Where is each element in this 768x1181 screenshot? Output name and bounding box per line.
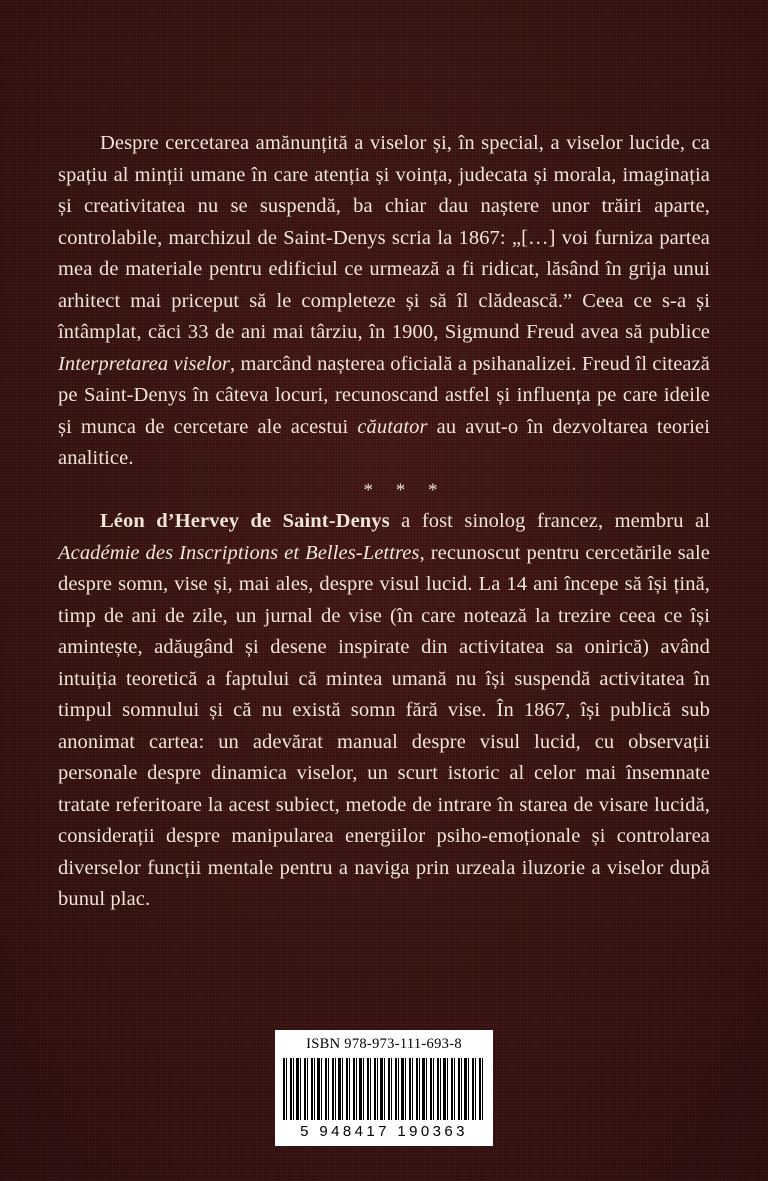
word-italic-cautator: căutator	[357, 415, 428, 438]
academy-name-italic: Académie des Inscriptions et Belles-Lettres	[58, 541, 420, 564]
section-separator: * * *	[363, 479, 447, 501]
ean-digits: 5 948417 190363	[300, 1123, 468, 1140]
isbn-text: ISBN 978-973-111-693-8	[306, 1036, 462, 1052]
author-name: Léon d’Hervey de Saint-Denys	[100, 510, 390, 532]
blurb-text-part-2: , marcând nașterea oficială a psihanalizei. Freud îl citează pe Saint-Denys în câteva locuri, recunoscand astfel și influența pe care ideile și munca de cercetare ale acestui	[58, 352, 710, 438]
barcode-bars	[283, 1058, 485, 1120]
blurb-paragraph-2	[58, 506, 710, 916]
book-title-italic: Interpretarea viselor	[58, 352, 231, 375]
blurb-bio-part-2: , recunoscut pentru cercetările sale despre somn, vise și, mai ales, despre visul lucid. La 14 ani începe să își țină, timp de ani de zile, un jurnal de vise (în care notează la trezire ceea ce își amintește, adăugând și desene inspirate din activitatea sa onirică) având intuiția teoretică a faptului că mintea umană nu își suspendă activitatea în timpul somnului și că nu există somn fără vise. În 1867, își publică sub anonimat cartea: un adevărat manual despre visul lucid, cu observații personale despre dinamica viselor, un scurt istoric al celor mai însemnate tratate referitoare la acest subiect, metode de intrare în starea de visare lucidă, considerații despre manipularea energiilor psiho-emoționale și controlarea diverselor funcții mentale pentru a naviga prin urzeala iluzorie a viselor după bunul plac.	[58, 541, 710, 910]
back-cover-blurb	[58, 128, 710, 916]
barcode-block	[275, 1030, 493, 1146]
blurb-bio-part-1: a fost sinolog francez, membru al	[389, 510, 710, 532]
blurb-text-part-3: au avut-o în dezvoltarea teoriei analitice.	[58, 415, 710, 469]
blurb-paragraph-1	[58, 128, 710, 475]
blurb-text-part-1: Despre cercetarea amănunțită a viselor și, în special, a viselor lucide, ca spațiu al minții umane în care atenția și voința, judecata și morala, imaginația și creativitatea nu se suspendă, ba chiar dau naștere unor trăiri aparte, controlabile, marchizul de Saint-Denys scria la 1867: „[…] voi furniza partea mea de materiale pentru edificiul ce urmează a fi ridicat, lăsând în grija unui arhitect mai priceput să le completeze și să îl clădească.” Ceea ce s-a și întâmplat, căci 33 de ani mai târziu, în 1900, Sigmund Freud avea să publice	[58, 132, 710, 343]
